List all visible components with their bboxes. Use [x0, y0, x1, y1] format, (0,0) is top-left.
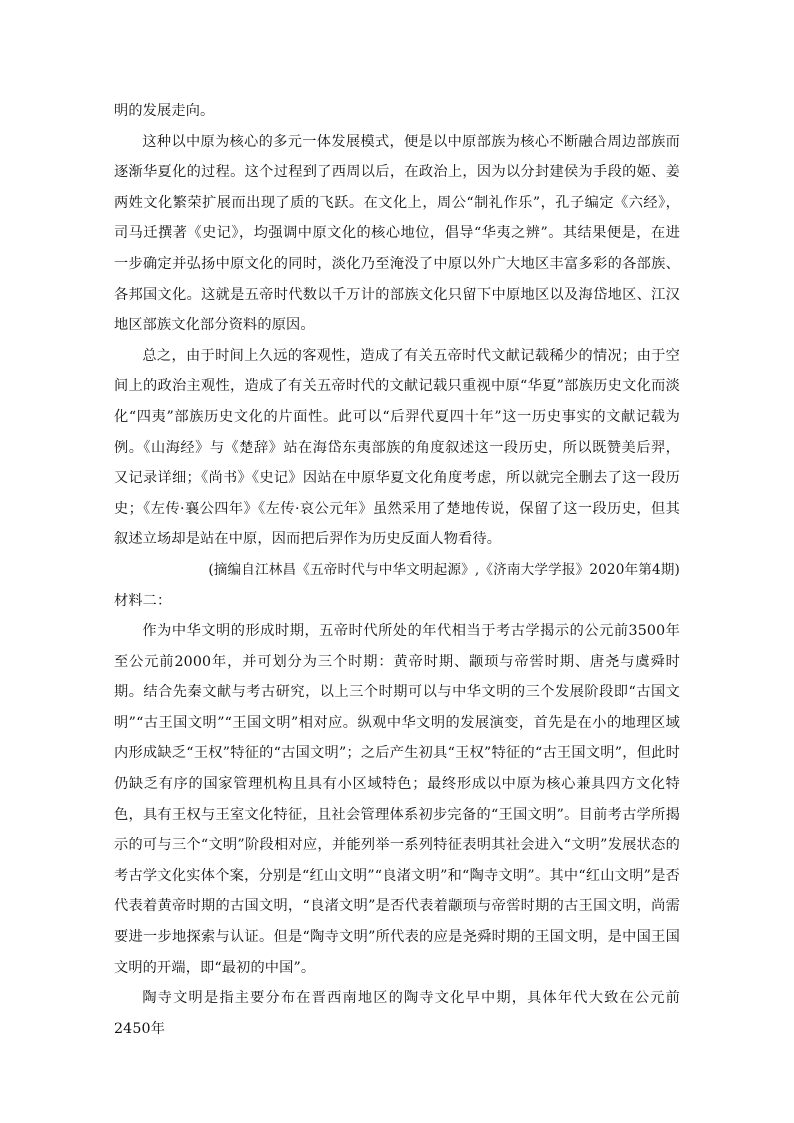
paragraph-multicultural-model: 这种以中原为核心的多元一体发展模式，便是以中原部族为核心不断融合周边部族而逐渐华夏化的过程。这个过程到了西周以后，在政治上，因为以分封建侯为手段的姬、姜两姓文化繁荣扩展而出现了质的飞跃。在文化上，周公“制礼作乐”，孔子编定《六经》，司马迁撰著《史记》，均强调中原文化的核心地位，倡导“华夷之辨”。其结果便是，在进一步确定并弘扬中原文化的同时，淡化乃至淹没了中原以外广大地区丰富多彩的各部族、各邦国文化。这就是五帝时代数以千万计的部族文化只留下中原地区以及海岱地区、江汉地区部族文化部分资料的原因。 — [114, 133, 680, 334]
paragraph-five-emperors-era: 作为中华文明的形成时期，五帝时代所处的年代相当于考古学揭示的公元前3500年至公元前2000年，并可划分为三个时期：黄帝时期、颛顼与帝喾时期、唐尧与虞舜时期。结合先秦文献与考古研究，以上三个时期可以与中华文明的三个发展阶段即“古国文明”“古王国文明”“王国文明”相对应。纵观中华文明的发展演变，首先是在小的地理区域内形成缺乏“王权”特征的“古国文明”；之后产生初具“王权”特征的“古王国文明”，但此时仍缺乏有序的国家管理机构且具有小区域特色；最终形成以中原为核心兼具四方文化特色，具有王权与王室文化特征，且社会管理体系初步完备的“王国文明”。目前考古学所揭示的可与三个“文明”阶段相对应，并能列举一系列特征表明其社会进入“文明”发展状态的考古学文化实体个案，分别是“红山文明”“良渚文明”和“陶寺文明”。其中“红山文明”是否代表着黄帝时期的古国文明，“良渚文明”是否代表着颛顼与帝喾时期的古王国文明，尚需要进一步地探索与认证。但是“陶寺文明”所代表的应是尧舜时期的王国文明，是中国王国文明的开端，即“最初的中国”。 — [114, 623, 680, 976]
paragraph-taosi-civilization: 陶寺文明是指主要分布在晋西南地区的陶寺文化早中期，具体年代大致在公元前2450年 — [114, 990, 680, 1037]
paragraph-summary: 总之，由于时间上久远的客观性，造成了有关五帝时代文献记载稀少的情况；由于空间上的政治主观性，造成了有关五帝时代的文献记载只重视中原“华夏”部族历史文化而淡化“四夷”部族历史文化的片面性。此可以“后羿代夏四十年”这一历史事实的文献记载为例。《山海经》与《楚辞》站在海岱东夷部族的角度叙述这一段历史，所以既赞美后羿，又记录详细；《尚书》《史记》因站在中原华夏文化角度考虑，所以就完全删去了这一段历史；《左传·襄公四年》《左传·哀公元年》虽然采用了楚地传说，保留了这一段历史，但其叙述立场却是站在中原，因而把后羿作为历史反面人物看待。 — [114, 347, 680, 548]
paragraph-continuation: 明的发展走向。 — [114, 103, 215, 119]
material-two-heading: 材料二： — [114, 592, 172, 609]
document-page — [114, 96, 680, 1044]
source-citation: (摘编自江林昌《五帝时代与中华文明起源》,《济南大学学报》2020年第4期) — [208, 561, 680, 578]
